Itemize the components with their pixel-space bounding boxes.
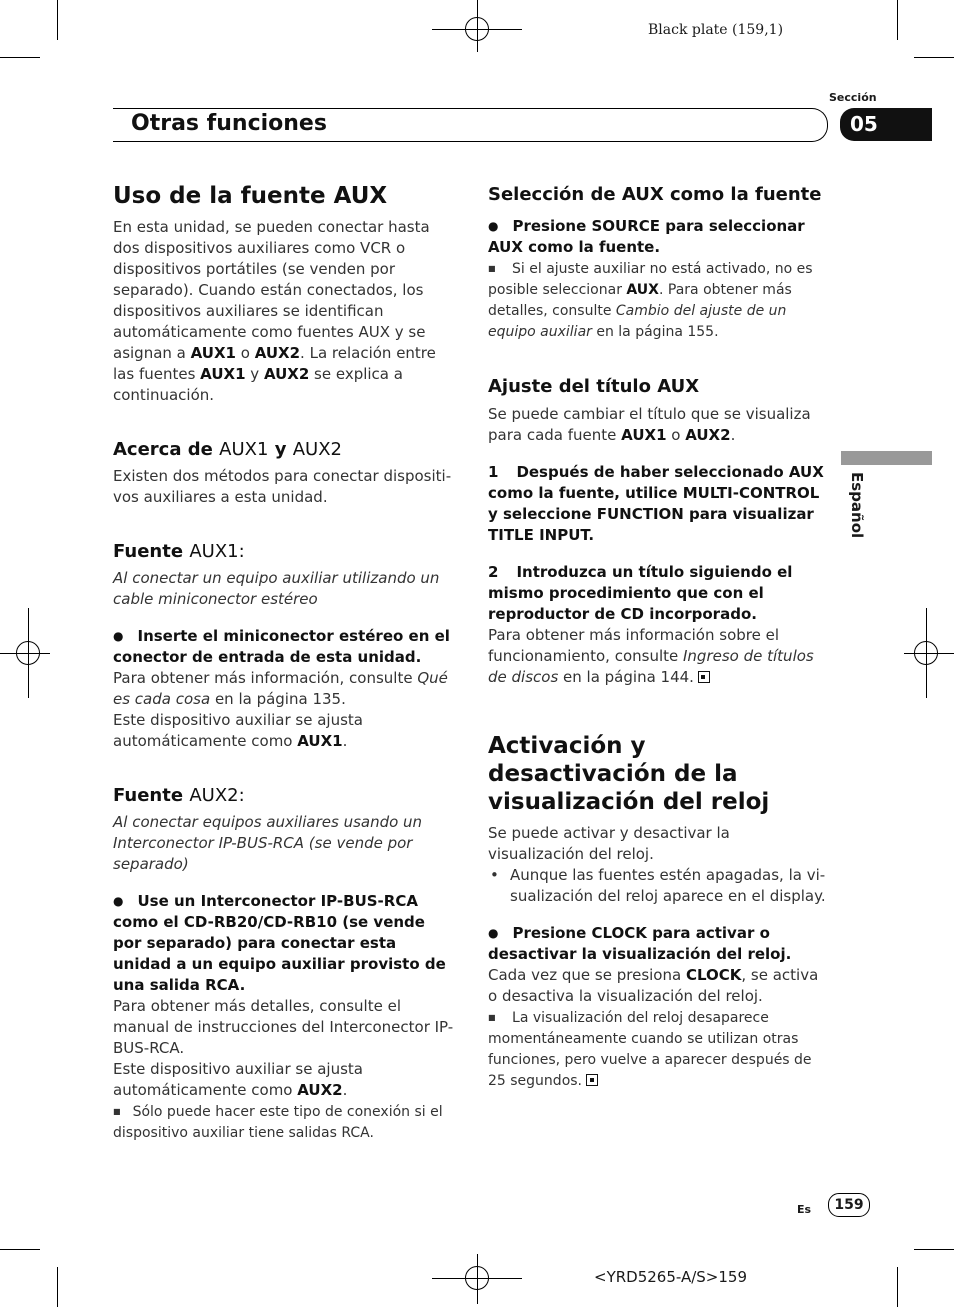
heading-fuente-aux2-rest: AUX2:: [189, 785, 245, 806]
title-body-end: .: [730, 426, 736, 444]
aux1-step: ● Inserte el miniconector estéreo en el conector de entrada de esta unidad.: [113, 626, 456, 668]
aux2-auto: [113, 1059, 456, 1101]
clock-body-suffix: , se activa o desactiva la visualización del reloj.: [488, 966, 819, 1005]
aux2-more: Para obtener más detalles, consulte el manual de instrucciones del Interconector IP-BUS-RCA.: [113, 997, 454, 1057]
clock-body: [488, 965, 830, 1007]
ajuste-titulo-body: [488, 404, 830, 446]
aux2-auto-prefix: Este dispositivo auxiliar se ajusta automáticamente como: [113, 1060, 363, 1099]
section-header-bar: [113, 108, 828, 142]
heading-ajuste-titulo: Ajuste del título AUX: [488, 376, 700, 397]
crop-mark: [897, 0, 898, 40]
heading-acerca: [113, 439, 456, 461]
language-label: Español: [848, 472, 866, 539]
heading-clock: Activación y desactivación de la visualización del reloj: [488, 733, 770, 815]
clock-body-bold: CLOCK: [685, 966, 742, 984]
step2-more-prefix: Para obtener más información sobre el funcionamiento, consulte: [488, 626, 780, 665]
aux1-auto-period: .: [342, 732, 348, 750]
heading-acerca-aux1: AUX1: [219, 439, 269, 460]
clock-body-prefix: Cada vez que se presiona: [488, 966, 686, 984]
intro-bold: AUX1: [190, 344, 236, 362]
heading-acerca-bold: Acerca de: [113, 439, 213, 460]
heading-fuente-aux2-bold: Fuente: [113, 785, 184, 806]
sel-note-mid: . Para obtener más detalles, consulte: [488, 282, 792, 319]
section-label: Sección: [829, 91, 877, 104]
step-2-more: [488, 625, 830, 688]
aux1-auto-prefix: Este dispositivo auxiliar se ajusta automáticamente como: [113, 711, 363, 750]
aux2-step: ● Use un Interconector IP-BUS-RCA como el CD-RB20/CD-RB10 (se vende por separado) para conectar esta unidad a un equipo auxiliar provisto de una salida RCA.: [113, 891, 456, 996]
crop-mark: [897, 1267, 898, 1307]
heading-uso-fuente-aux: Uso de la fuente AUX: [113, 183, 388, 209]
heading-seleccion-aux: Selección de AUX como la fuente: [488, 184, 822, 205]
heading-acerca-y: y: [274, 439, 287, 460]
heading-fuente-aux1-bold: Fuente: [113, 541, 184, 562]
crop-mark: [0, 1249, 40, 1250]
crop-mark: [0, 57, 40, 58]
step-1-number: 1: [488, 463, 499, 481]
right-column: [488, 184, 830, 1092]
intro-bold: AUX2: [254, 344, 301, 362]
end-mark-icon: [698, 671, 710, 683]
end-mark-icon: [586, 1074, 598, 1086]
plate-label: Black plate (159,1): [648, 22, 784, 38]
section-title: Otras funciones: [131, 111, 327, 136]
clock-bullet: • Aunque las fuentes estén apagadas, la visualización del reloj aparece en el display.: [488, 865, 830, 907]
page-number: 159: [828, 1193, 870, 1217]
aux2-auto-period: .: [342, 1081, 348, 1099]
crop-mark: [57, 1267, 58, 1307]
intro-bold: AUX1: [200, 365, 246, 383]
heading-acerca-aux2: AUX2: [292, 439, 343, 460]
aux1-auto: [113, 710, 456, 752]
intro-paragraph: [113, 217, 456, 406]
crop-mark: [914, 57, 954, 58]
intro-bold: AUX2: [263, 365, 310, 383]
intro-text: se explica a continuación.: [113, 365, 403, 404]
aux1-more-prefix: Para obtener más información, consulte: [113, 669, 418, 687]
aux2-note: ■ Sólo puede hacer este tipo de conexión si el dispositivo auxiliar tiene salidas RCA.: [113, 1101, 456, 1144]
seleccion-step: ● Presione SOURCE para seleccionar AUX como la fuente.: [488, 216, 830, 258]
clock-note-text: La visualización del reloj desaparece momentáneamente cuando se utilizan otras funciones, pero vuelve a aparecer después de 25 segundos.: [488, 1010, 812, 1089]
heading-fuente-aux1-rest: AUX1:: [189, 541, 245, 562]
title-body-prefix: Se puede cambiar el título que se visualiza para cada fuente: [488, 405, 811, 444]
aux1-more: [113, 668, 456, 710]
title-body-aux2: AUX2: [685, 426, 731, 444]
heading-fuente-aux1: [113, 541, 456, 563]
section-number: 05: [840, 108, 932, 141]
step-1-text: Después de haber seleccionado AUX como la fuente, utilice MULTI-CONTROL y seleccione FUNCTION para visualizar TITLE INPUT.: [488, 463, 824, 544]
intro-text: En esta unidad, se pueden conectar hasta dos dispositivos auxiliares como VCR o dispositivos portátiles (se venden por separado). Cuando están conectados, los dispositivos auxiliares se identifican automáticamente como fuentes AUX y se asignan a: [113, 218, 430, 362]
heading-fuente-aux2: [113, 785, 456, 807]
clock-note: [488, 1007, 830, 1092]
sel-note-ref: Cambio del ajuste de un equipo auxiliar: [488, 303, 787, 340]
crop-mark: [914, 1249, 954, 1250]
aux2-italic: Al conectar equipos auxiliares usando un Interconector IP-BUS-RCA (se vende por separado): [113, 813, 423, 873]
aux1-more-ref: Qué es cada cosa: [113, 669, 448, 708]
step2-more-ref: Ingreso de títulos de discos: [488, 647, 814, 686]
aux1-auto-bold: AUX1: [297, 732, 343, 750]
title-body-aux1: AUX1: [621, 426, 667, 444]
document-code: <YRD5265-A/S>159: [594, 1268, 747, 1286]
left-column: [113, 182, 456, 1144]
language-code: Es: [797, 1203, 812, 1216]
language-tab: [841, 451, 932, 465]
title-body-o: o: [666, 426, 686, 444]
intro-text: . La relación entre las fuentes: [113, 344, 436, 383]
clock-step: ● Presione CLOCK para activar o desactivar la visualización del reloj.: [488, 923, 830, 965]
clock-intro: Se puede activar y desactivar la visualización del reloj.: [488, 824, 730, 863]
aux2-auto-bold: AUX2: [297, 1081, 343, 1099]
aux1-more-suffix: en la página 135.: [210, 690, 346, 708]
seleccion-note: [488, 258, 830, 343]
intro-text: y: [245, 365, 264, 383]
aux1-italic: Al conectar un equipo auxiliar utilizando un cable miniconector estéreo: [113, 569, 440, 608]
crop-mark: [57, 0, 58, 40]
step2-more-suffix: en la página 144.: [558, 668, 694, 686]
step-2-text: Introduzca un título siguiendo el mismo procedimiento que con el reproductor de CD incorporado.: [488, 563, 793, 623]
step-2: [488, 562, 830, 625]
step-1: [488, 462, 830, 546]
sel-note-bold: AUX: [626, 282, 659, 298]
sel-note-prefix: Si el ajuste auxiliar no está activado, no es posible seleccionar: [488, 261, 813, 298]
acerca-body: Existen dos métodos para conectar dispositivos auxiliares a esta unidad.: [113, 467, 452, 506]
sel-note-suffix: en la página 155.: [591, 324, 719, 340]
step-2-number: 2: [488, 563, 499, 581]
intro-text: o: [235, 344, 255, 362]
